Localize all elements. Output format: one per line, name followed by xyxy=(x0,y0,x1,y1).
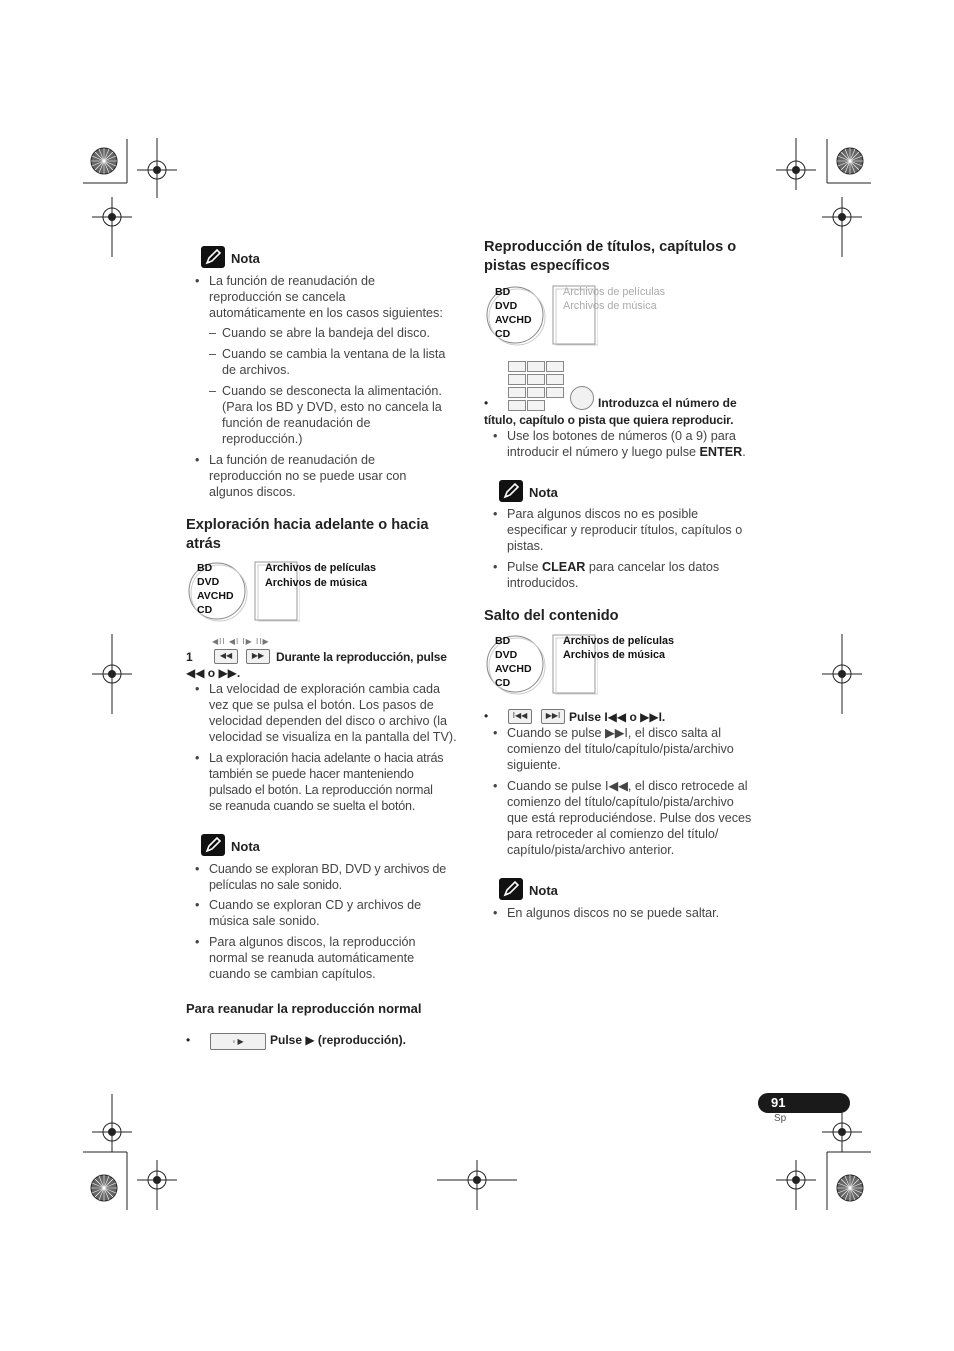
play-button[interactable]: ◦ ▶ xyxy=(210,1033,266,1050)
file-type-list: Archivos de películas Archivos de música xyxy=(563,635,675,661)
bullet: • xyxy=(484,709,489,723)
resume-instruction: Pulse ▶ (reproducción). xyxy=(270,1033,406,1047)
page-language: Sp xyxy=(774,1113,787,1124)
note-pencil-icon xyxy=(499,480,523,502)
list-item: • Use los botones de números (0 a 9) para introducir el número y luego pulse ENTER. xyxy=(493,429,746,459)
rewind-button[interactable]: ◀◀ xyxy=(214,649,238,664)
skip-instruction: Pulse I◀◀ o ▶▶I. xyxy=(569,710,666,724)
step-instruction: Durante la reproducción, pulse xyxy=(276,650,447,664)
list-item: • La función de reanudación de reproducción no se puede usar con algunos discos. xyxy=(195,453,407,499)
note-pencil-icon xyxy=(201,246,225,268)
fast-forward-button[interactable]: ▶▶ xyxy=(246,649,270,664)
disc-type-list: BD DVD AVCHD CD xyxy=(495,635,532,689)
bullet: • xyxy=(484,396,489,410)
disc-type-list: BD DVD AVCHD CD xyxy=(495,286,532,340)
step-number: 1 xyxy=(186,650,193,664)
list-item: • La función de reanudación de reproducción se cancela automáticamente en los casos siguientes: xyxy=(195,274,443,320)
disc-type-list: BD DVD AVCHD CD xyxy=(197,562,234,616)
note-pencil-icon xyxy=(499,878,523,900)
nota-label: Nota xyxy=(231,251,260,266)
list-item: – Cuando se desconecta la alimentación. (Para los BD y DVD, esto no cancela la función de reanudación de reproducción.) xyxy=(209,384,442,446)
keypad-instruction: Introduzca el número de xyxy=(598,396,737,410)
step-instruction-cont: ◀◀ o ▶▶. xyxy=(186,666,241,680)
list-item: • La velocidad de exploración cambia cada vez que se pulsa el botón. Los pasos de velocidad dependen del disco o archivo (la velocidad se visualiza en la pantalla del TV). xyxy=(195,682,457,744)
keypad-instruction-cont: título, capítulo o pista que quiera reproducir. xyxy=(484,413,734,427)
list-item: • Pulse CLEAR para cancelar los datos introducidos. xyxy=(493,560,720,590)
next-button[interactable]: ▶▶I xyxy=(541,709,565,724)
list-item: • Cuando se pulse ▶▶I, el disco salta al comienzo del título/capítulo/pista/archivo siguiente. xyxy=(493,726,734,772)
subheading: Para reanudar la reproducción normal xyxy=(186,1001,422,1016)
section-heading: Reproducción de títulos, capítulos o pistas específicos xyxy=(484,239,737,274)
list-item: • En algunos discos no se puede saltar. xyxy=(493,906,720,920)
bullet: • xyxy=(186,1033,191,1047)
previous-button[interactable]: I◀◀ xyxy=(508,709,532,724)
list-item: • Cuando se exploran BD, DVD y archivos de películas no sale sonido. xyxy=(195,862,447,892)
list-item: – Cuando se abre la bandeja del disco. xyxy=(209,326,430,340)
list-item: • Cuando se pulse I◀◀, el disco retrocede al comienzo del título/capítulo/pista/archivo que está reproduciéndose. Pulse dos veces para retroceder al comienzo del título/ capítulo/pista/archivo anterior. xyxy=(493,779,752,857)
slow-scan-icons: ◀II ◀I I▶ II▶ xyxy=(212,637,270,646)
list-item: • Para algunos discos no es posible especificar y reproducir títulos, capítulos o pistas. xyxy=(493,507,743,553)
nota-label: Nota xyxy=(529,883,558,898)
section-heading: Exploración hacia adelante o hacia atrás xyxy=(186,517,429,552)
list-item: – Cuando se cambia la ventana de la lista de archivos. xyxy=(209,347,446,377)
nota-label: Nota xyxy=(529,485,558,500)
list-item: • La exploración hacia adelante o hacia atrás también se puede hacer manteniendo pulsado el botón. La reproducción normal se reanuda cuando se suelta el botón. xyxy=(195,751,444,813)
file-type-list: Archivos de películas Archivos de música xyxy=(563,286,666,312)
section-heading: Salto del contenido xyxy=(484,608,619,624)
list-item: • Para algunos discos, la reproducción normal se reanuda automáticamente cuando se cambian capítulos. xyxy=(195,935,416,981)
note-pencil-icon xyxy=(201,834,225,856)
list-item: • Cuando se exploran CD y archivos de música sale sonido. xyxy=(195,898,422,928)
file-type-list: Archivos de películas Archivos de música xyxy=(265,562,377,589)
nota-label: Nota xyxy=(231,839,260,854)
enter-button-icon[interactable] xyxy=(570,386,594,410)
page-number: 91 xyxy=(771,1095,786,1110)
